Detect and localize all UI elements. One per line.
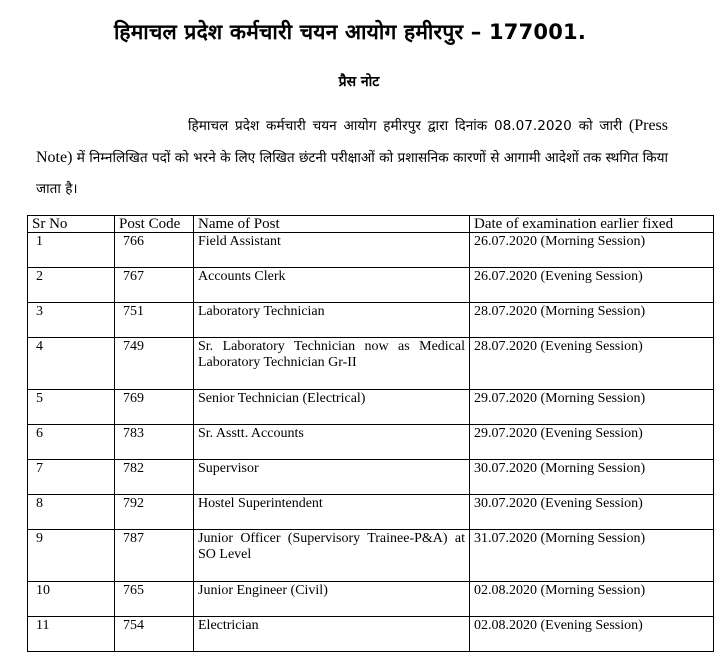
cell-sr-no: 7 (28, 460, 115, 495)
cell-exam-date: 26.07.2020 (Morning Session) (470, 233, 714, 268)
cell-post-code: 783 (115, 425, 194, 460)
table-row (28, 530, 714, 582)
cell-sr-no: 6 (28, 425, 115, 460)
cell-post-name: Electrician (194, 617, 470, 652)
header-sr-no: Sr No (28, 216, 115, 233)
cell-sr-no: 2 (28, 268, 115, 303)
cell-post-code: 751 (115, 303, 194, 338)
table-row (28, 495, 714, 530)
table-row (28, 425, 714, 460)
cell-post-name: Sr. Laboratory Technician now as Medical Laboratory Technician Gr-II (194, 338, 470, 390)
table-row (28, 268, 714, 303)
cell-sr-no: 9 (28, 530, 115, 582)
cell-exam-date: 26.07.2020 (Evening Session) (470, 268, 714, 303)
cell-sr-no: 1 (28, 233, 115, 268)
cell-post-name: Junior Engineer (Civil) (194, 582, 470, 617)
postponed-exams-table (27, 215, 714, 652)
press-note-heading: प्रैस नोट (338, 74, 380, 90)
table-row (28, 582, 714, 617)
cell-post-code: 787 (115, 530, 194, 582)
header-post-code: Post Code (115, 216, 194, 233)
cell-post-name: Junior Officer (Supervisory Trainee-P&A) at SO Level (194, 530, 470, 582)
table-row (28, 303, 714, 338)
press-note-label: (Press Note) (36, 117, 668, 166)
cell-exam-date: 28.07.2020 (Evening Session) (470, 338, 714, 390)
cell-exam-date: 29.07.2020 (Morning Session) (470, 390, 714, 425)
notice-text-3: में निम्नलिखित पदों को भरने के लिए लिखित छंटनी परीक्षाओं को प्रशासनिक कारणों से आगामी आदेशों तक स्थगित किया जाता है। (36, 150, 668, 197)
cell-exam-date: 02.08.2020 (Morning Session) (470, 582, 714, 617)
notice-paragraph (36, 110, 668, 205)
notice-date: 08.07.2020 (494, 118, 572, 134)
cell-sr-no: 8 (28, 495, 115, 530)
cell-post-code: 767 (115, 268, 194, 303)
cell-exam-date: 30.07.2020 (Evening Session) (470, 495, 714, 530)
table-row (28, 233, 714, 268)
cell-sr-no: 4 (28, 338, 115, 390)
cell-exam-date: 31.07.2020 (Morning Session) (470, 530, 714, 582)
cell-exam-date: 28.07.2020 (Morning Session) (470, 303, 714, 338)
cell-exam-date: 29.07.2020 (Evening Session) (470, 425, 714, 460)
cell-sr-no: 10 (28, 582, 115, 617)
cell-post-code: 765 (115, 582, 194, 617)
page-title: हिमाचल प्रदेश कर्मचारी चयन आयोग हमीरपुर – 177001. (113, 20, 587, 44)
cell-sr-no: 5 (28, 390, 115, 425)
cell-exam-date: 30.07.2020 (Morning Session) (470, 460, 714, 495)
cell-post-code: 782 (115, 460, 194, 495)
cell-post-code: 769 (115, 390, 194, 425)
cell-post-name: Field Assistant (194, 233, 470, 268)
notice-text-2: को जारी (571, 118, 629, 134)
table-row (28, 460, 714, 495)
cell-post-code: 754 (115, 617, 194, 652)
cell-post-name: Hostel Superintendent (194, 495, 470, 530)
cell-post-code: 792 (115, 495, 194, 530)
table-header-row (28, 216, 714, 233)
table-row (28, 390, 714, 425)
header-exam-date: Date of examination earlier fixed (470, 216, 714, 233)
cell-post-name: Senior Technician (Electrical) (194, 390, 470, 425)
cell-exam-date: 02.08.2020 (Evening Session) (470, 617, 714, 652)
cell-post-code: 749 (115, 338, 194, 390)
header-name-of-post: Name of Post (194, 216, 470, 233)
table-row (28, 338, 714, 390)
cell-sr-no: 11 (28, 617, 115, 652)
notice-text-1: हिमाचल प्रदेश कर्मचारी चयन आयोग हमीरपुर द्वारा दिनांक (188, 118, 494, 134)
cell-post-name: Sr. Asstt. Accounts (194, 425, 470, 460)
cell-post-name: Supervisor (194, 460, 470, 495)
cell-post-code: 766 (115, 233, 194, 268)
table-row (28, 617, 714, 652)
cell-sr-no: 3 (28, 303, 115, 338)
cell-post-name: Accounts Clerk (194, 268, 470, 303)
cell-post-name: Laboratory Technician (194, 303, 470, 338)
